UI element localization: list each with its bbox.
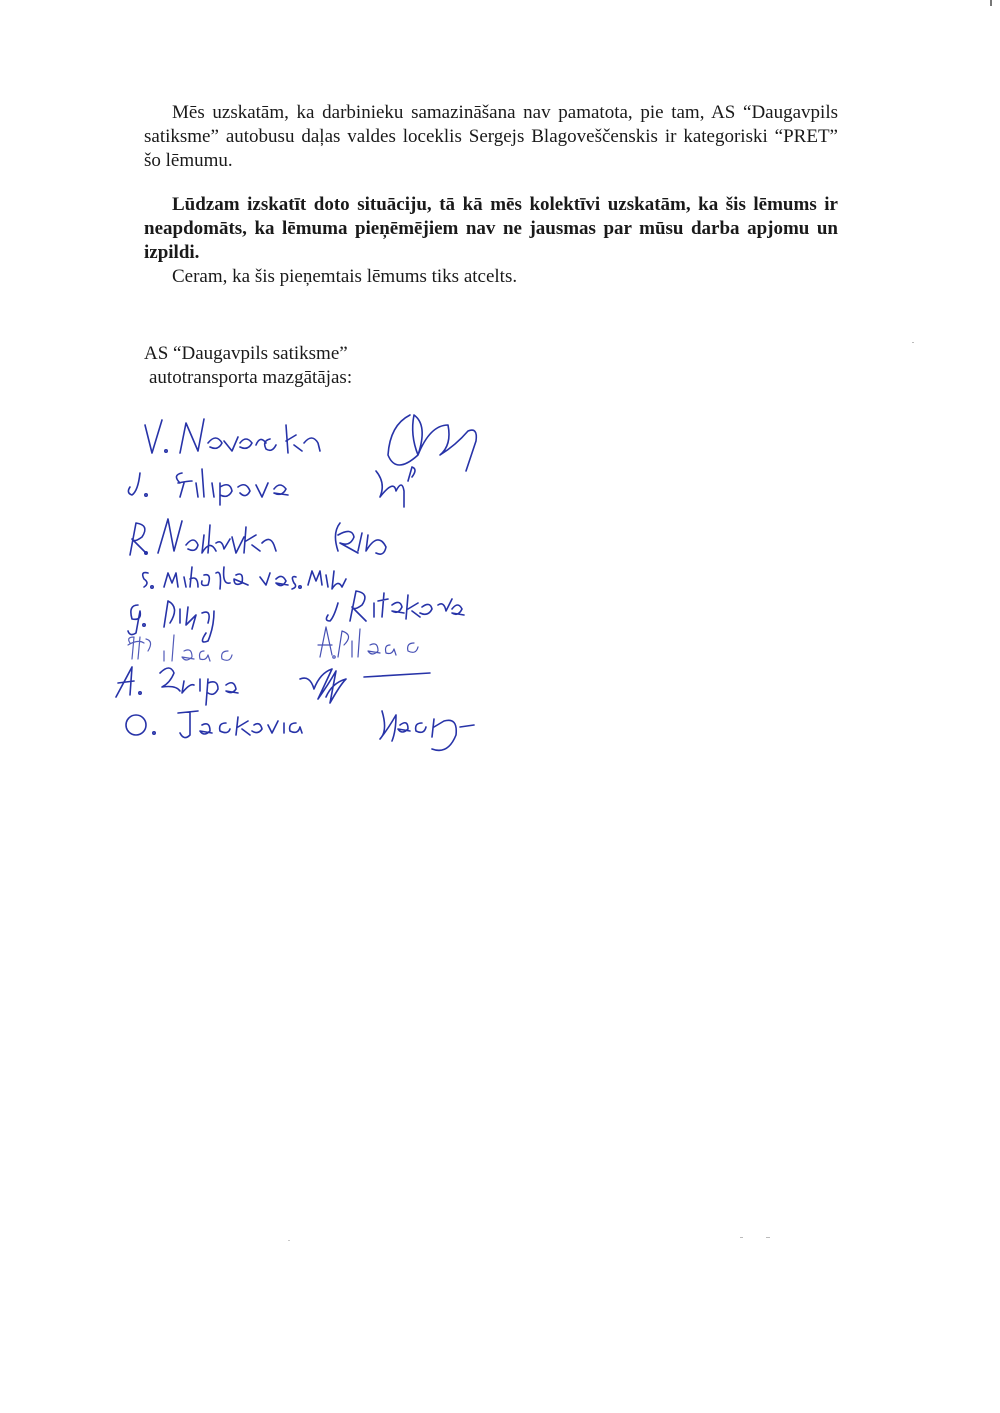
- signature-dikaj: [128, 601, 214, 642]
- signature-scribble-1: [388, 415, 476, 471]
- signature-filipova: [128, 469, 288, 505]
- scan-dot-4: [288, 1240, 290, 1241]
- scan-mark-top-right: [990, 0, 992, 6]
- signature-mihajlova: [143, 567, 346, 589]
- signature-dripa: [116, 667, 238, 705]
- paragraph-hope: Ceram, ka šis pieņemtais lēmums tiks atcelts.: [172, 266, 518, 287]
- signature-nevercecka: [145, 419, 320, 453]
- signature-nadhovska: [130, 519, 386, 555]
- signature-pilac-1: [128, 635, 232, 661]
- organization-name: AS “Daugavpils satiksme”: [144, 343, 348, 364]
- signature-scribble-2: [376, 467, 415, 507]
- signature-pilac-2: [318, 627, 418, 658]
- signature-ritakova: [326, 591, 464, 621]
- paragraph-request: Lūdzam izskatīt doto situāciju, tā kā mēs kolektīvi uzskatām, ka šis lēmums ir neapdomāts, ka lēmuma pieņēmējiem nav ne jausmas par mūsu darba apjomu un izpildi.: [144, 194, 838, 263]
- signature-jackevica: [126, 711, 302, 738]
- handwritten-signatures: [100, 395, 520, 765]
- signature-scribble-4: [380, 711, 474, 750]
- signature-heading: [144, 342, 504, 390]
- signature-scribble-3: [300, 669, 430, 703]
- scan-dot-1: [912, 342, 914, 343]
- letter-body: [144, 101, 838, 289]
- scan-dot-2: [740, 1237, 743, 1238]
- scan-dot-3: [766, 1237, 770, 1238]
- signatory-role: autotransporta mazgātājas:: [149, 367, 353, 388]
- paragraph-objection: Mēs uzskatām, ka darbinieku samazināšana nav pamatota, pie tam, AS “Daugavpils satiksme” autobusu daļas valdes loceklis Sergejs Blagoveščenskis ir kategoriski “PRET” šo lēmumu.: [144, 102, 838, 171]
